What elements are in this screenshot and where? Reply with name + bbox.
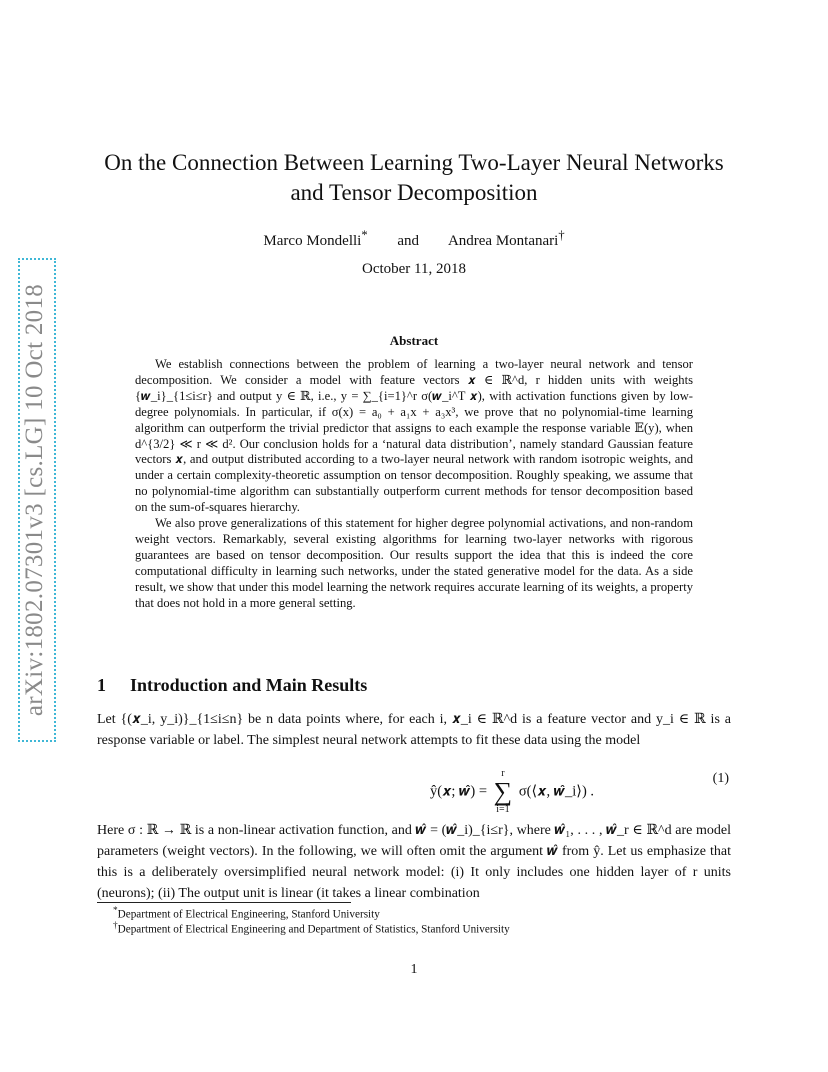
- author-footnote-mark: †: [558, 228, 565, 242]
- footnote-mark: *: [113, 906, 118, 916]
- equation-lhs: ŷ(𝒙; 𝒘̂) =: [430, 783, 488, 800]
- footnote-mark: †: [113, 921, 118, 931]
- footnote-rule: [97, 902, 351, 903]
- abstract-body: [135, 357, 693, 612]
- author-conjunction: and: [397, 233, 419, 249]
- display-equation: [97, 757, 731, 815]
- author-name: Marco Mondelli: [263, 233, 362, 249]
- author-footnote-mark: *: [361, 228, 368, 242]
- summation-sign: ∑: [493, 777, 513, 806]
- footnote: [113, 906, 380, 921]
- body-paragraph: Here σ : ℝ → ℝ is a non-linear activation function, and 𝒘̂ = (𝒘̂_i)_{i≤r}, where 𝒘̂₁, . . . , 𝒘̂_r ∈ ℝ^d are model parameters (weight vectors). In the following, we will often omit the argument 𝒘̂ from ŷ. Let us emphasize that this is a deliberately oversimplified neural network model: (i) It only includes one hidden layer of r units (neurons); (ii) The output unit is linear (it takes a linear combination: [97, 823, 731, 901]
- arxiv-identifier: arXiv:1802.07301v3 [cs.LG] 10 Oct 2018: [21, 283, 48, 717]
- paper-date: October 11, 2018: [361, 261, 466, 277]
- abstract-paragraph: We also prove generalizations of this statement for higher degree polynomial activations, and non-random weight vectors. Remarkably, several existing algorithms for learning two-layer networks with rigorous guarantees are based on tensor decomposition. Our results support the idea that this is indeed the core computational difficulty in learning such networks, under the stated generative model for the data. As a side result, we show that under this model learning the network requires accurate learning of its weights, a property that does not hold in a more general setting.: [135, 516, 693, 610]
- author-line: [100, 228, 728, 250]
- abstract-paragraph: We establish connections between the problem of learning a two-layer neural network and tensor decomposition. We consider a model with feature vectors 𝒙 ∈ ℝ^d, r hidden units with weights {𝒘_i}_{1≤i≤r} and output y ∈ ℝ, i.e., y = ∑_{i=1}^r σ(𝒘_i^T 𝒙), with activation functions given by low-degree polynomials. In particular, if σ(x) = a₀ + a₁x + a₃x³, we prove that no polynomial-time learning algorithm can outperform the trivial predictor that assigns to each example the response variable 𝔼(y), when d^{3/2} ≪ r ≪ d². Our conclusion holds for a ‘natural data distribution’, namely standard Gaussian feature vectors 𝒙, and output distributed according to a two-layer neural network with random isotropic weights, and under a certain complexity-theoretic assumption on tensor decomposition. Roughly speaking, we assume that no polynomial-time algorithm can substantially outperform current methods for tensor decomposition based on the sum-of-squares hierarchy.: [135, 357, 693, 515]
- author-name: Andrea Montanari: [447, 233, 559, 249]
- footnote-text: Department of Electrical Engineering and Department of Statistics, Stanford University: [117, 923, 510, 936]
- sum-lower-limit: i=1: [496, 804, 510, 815]
- footnote: [113, 921, 510, 936]
- equation-rhs: σ(⟨𝒙, 𝒘̂_i⟩) .: [518, 783, 595, 800]
- intro-paragraph: Let {(𝒙_i, y_i)}_{1≤i≤n} be n data points where, for each i, 𝒙_i ∈ ℝ^d is a feature vector and y_i ∈ ℝ is a response variable or label. The simplest neural network attempts to fit these data using the model: [97, 712, 731, 748]
- abstract-heading: Abstract: [389, 333, 439, 348]
- section-title: Introduction and Main Results: [130, 675, 368, 695]
- footnote-text: Department of Electrical Engineering, Stanford University: [117, 908, 380, 921]
- sum-upper-limit: r: [501, 768, 505, 779]
- equation-number: (1): [712, 771, 729, 786]
- equation-body: [430, 769, 594, 815]
- page-number: 1: [410, 962, 418, 977]
- paper-title: On the Connection Between Learning Two-Layer Neural Networks and Tensor Decomposition: [104, 150, 724, 205]
- section-number: 1: [97, 675, 106, 695]
- section-heading: [97, 675, 367, 696]
